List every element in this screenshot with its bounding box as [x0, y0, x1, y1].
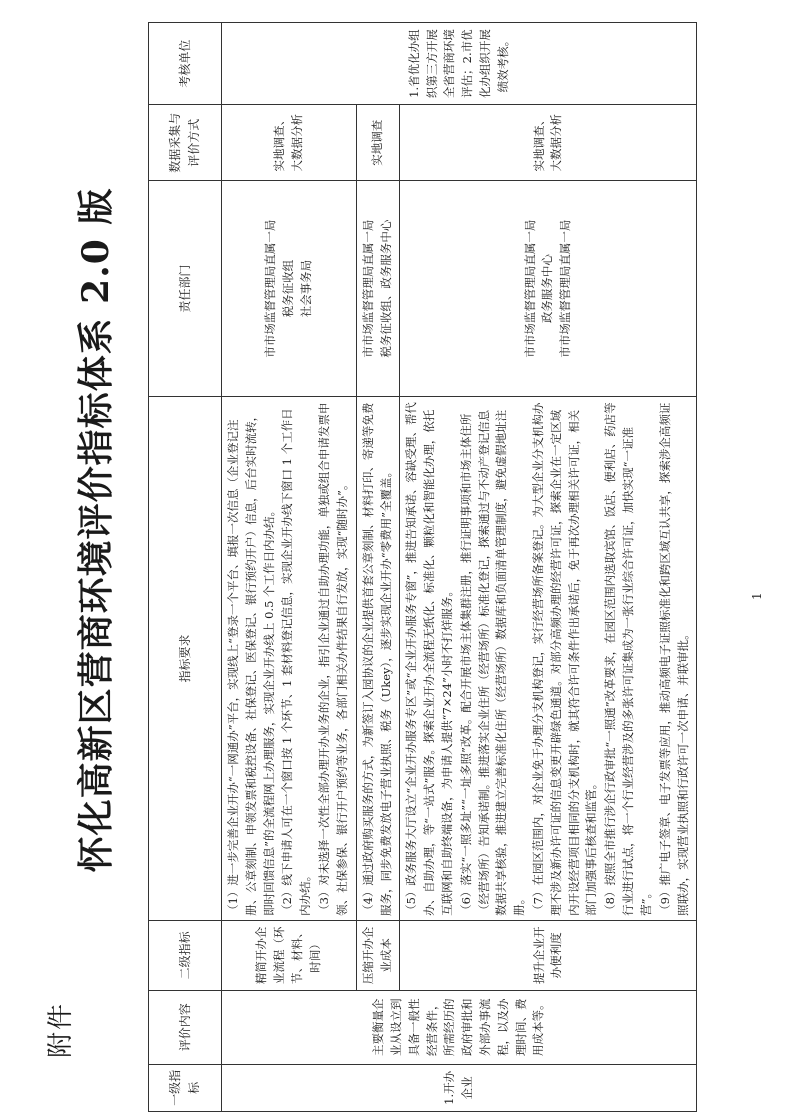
- table-row: [356, 23, 400, 1112]
- department-item: 税务征收组、政务服务中心: [379, 219, 393, 358]
- level2-cell: 提升企业开办便利度: [400, 920, 697, 990]
- header-content: 评价内容: [149, 990, 222, 1064]
- header-departments: 责任部门: [149, 181, 222, 397]
- department-item: 税务征收组: [280, 259, 295, 318]
- requirement-item: （4）通过政府购买服务的方式，为新签订入园协议的企业提供首套公章刻制、材料打印、寄递等免费服务，同步免费发放电子营业执照、税务（Ukey），逐步实现企业开办“零费用”全覆盖。: [360, 402, 393, 916]
- department-item: 市市场监督管理局直属一局: [558, 219, 573, 358]
- level1-cell: 1.开办企业: [222, 1064, 697, 1111]
- requirement-item: （9）推广电子签章、电子发票等应用，推动高频电子证照标准化和跨区域互认共享，探索涉企高频证照联办，实现营业执照和行政许可一次申请、并联审批。: [657, 402, 690, 916]
- department-item: 市市场监督管理局直属一局: [263, 219, 278, 358]
- header-requirements: 指标要求: [149, 396, 222, 920]
- method-cell: 实地调查、大数据分析: [222, 105, 357, 181]
- department-item: 社会事务局: [298, 259, 313, 318]
- level2-cell: 压缩开办企业成本: [356, 920, 400, 990]
- document-title: 怀化高新区营商环境评价指标体系 2.0 版: [75, 187, 117, 873]
- requirement-item: （7）在园区范围内，对企业免于办理分支机构登记，实行经营场所备案登记。为大型企业分支机构办理不涉及新办许可证的信息变更开辟绿色通道。对部分高频办理的经营许可证，探索企业在一定区域内开设经营项目相同的分支机构时，就其符合许可条件作出承诺后，免于再次办理相关许可证，相关部门加强事后核查和监管。: [531, 402, 599, 916]
- table-row: [400, 23, 697, 1112]
- requirement-item: （2）线下申请人可在一个窗口按 1 个环节、1 套材料登记信息，实现企业开办线下窗口 1 个工作日内办结。: [280, 408, 313, 916]
- indicator-table: [148, 22, 697, 1112]
- content-cell: 主要衡量企业从设立到具备一般性经营条件，所需经历的政府审批和外部办事流程，以及办理时间、费用成本等。: [222, 990, 697, 1064]
- requirements-cell: [356, 396, 400, 920]
- method-cell: 实地调查: [356, 105, 400, 181]
- departments-cell: [222, 181, 357, 397]
- requirement-item: （1）进一步完善企业开办“一网通办”平台，实现线上“登录一个平台、填报一次信息（企业登记注册、公章刻制、申领发票和税控设备、社保登记、医保登记、银行预约开户）信息，后台实时流转，即时回馈信息”的全流程网上办理服务，实现企业开办线上 0.5 个工作日内办结。: [226, 409, 276, 916]
- method-cell: 实地调查、大数据分析: [400, 105, 697, 181]
- departments-cell: [400, 181, 697, 397]
- requirement-item: （6）落实“一照多址”“一址多照”改革。配合开展市场主体集群注册，推行证明事项和市场主体住所（经营场所）告知承诺制。推进落实企业住所（经营场所）标准化登记，探索通过与不动产登记信息数据共享核验，推进建立完善标准化住所（经营场所）数据库和负面清单管理制度，避免虚假地址注册。: [458, 409, 527, 916]
- department-item: 市市场监督管理局直属一局: [522, 219, 537, 358]
- assess-unit-cell: 1.省优化办组织第三方开展全省营商环境评估；2.市优化办组织开展绩效考核。: [222, 23, 697, 105]
- header-data-method: 数据采集与评价方式: [149, 105, 222, 181]
- department-item: 市市场监督管理局直属一局: [361, 219, 376, 358]
- requirement-item: （8）按照全市推行涉企行政审批“一照通”改革要求，在园区范围内选取宾馆、饭店、便利店、药店等行业进行试点，将一个行业经营涉及的多张许可证集成为一张行业综合许可证，加快实现“一证准营”。: [603, 402, 653, 916]
- requirements-cell: [400, 396, 697, 920]
- level2-cell: 精简开办企业流程（环节、材料、时间）: [222, 920, 357, 990]
- attachment-label: 附件: [46, 1001, 76, 1058]
- header-assess-unit: 考核单位: [149, 23, 222, 105]
- header-level1: 一级指标: [149, 1064, 222, 1111]
- departments-cell: [356, 181, 400, 397]
- requirements-cell: [222, 396, 357, 920]
- requirement-item: （3）对未选择一次性全部办理开办业务的企业，指引企业通过自助办理功能，单独或组合申请发票申领、社保参保、银行开户预约等业务，各部门相关办件结果自行发放，实现“随时办”。: [317, 402, 349, 916]
- page-number: 1: [750, 592, 764, 600]
- table-row: [222, 23, 357, 1112]
- table-header-row: [149, 23, 222, 1112]
- header-level2: 二级指标: [149, 920, 222, 990]
- requirement-item: （5）政务服务大厅设立“企业开办服务专区”或“企业开办服务专窗”，推进告知承诺、容缺受理、帮代办、自助办理，等“一站式”服务。探索企业开办全流程无纸化、标准化、颗粒化和智能化办理，依托互联网和自助终端设备，为申请人提供“7×24”小时不打烊服务。: [404, 402, 454, 916]
- department-item: 政务服务中心: [540, 254, 555, 324]
